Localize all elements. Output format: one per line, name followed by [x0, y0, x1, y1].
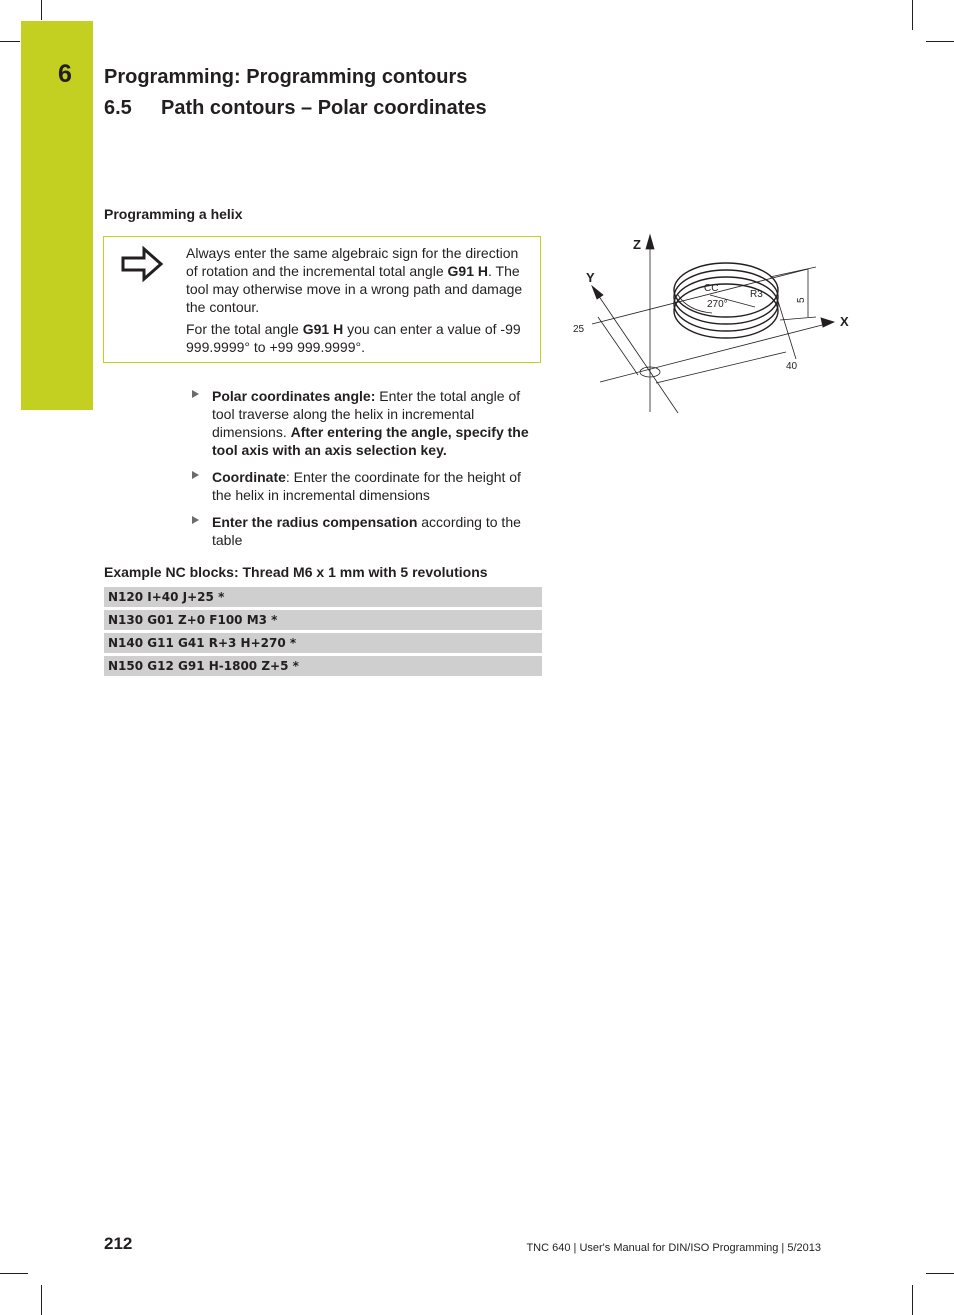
dimension-label-40: 40: [786, 361, 798, 372]
y-axis-arrowhead: [592, 286, 603, 299]
x-axis-label: X: [840, 314, 849, 329]
chapter-tab: [21, 21, 93, 410]
note-paragraph: [186, 320, 531, 356]
r3-label: R3: [750, 289, 763, 300]
step-text: : Enter the coordinate for the height of the helix in incremental dimensions: [212, 469, 521, 503]
dimension-extension: [778, 301, 796, 359]
nc-block-row: N140 G11 G41 R+3 H+270 *: [104, 633, 542, 653]
crop-mark: [0, 41, 20, 42]
arrow-right-icon: [120, 245, 164, 285]
step-keyword: Polar coordinates angle:: [212, 388, 376, 404]
note-paragraph: [186, 244, 531, 316]
note-text-span: Always enter the same algebraic sign for the direction of rotation and the incremental total angle: [186, 245, 519, 279]
step-keyword: Enter the radius compensation: [212, 514, 418, 530]
nc-block-row: N130 G01 Z+0 F100 M3 *: [104, 610, 542, 630]
crop-mark: [41, 0, 42, 20]
chapter-title: Programming: Programming contours: [104, 66, 468, 88]
crop-mark: [926, 41, 954, 42]
crop-mark: [926, 1273, 954, 1274]
footer-text: TNC 640 | User's Manual for DIN/ISO Programming | 5/2013: [526, 1242, 821, 1254]
nc-block-row: N150 G12 G91 H-1800 Z+5 *: [104, 656, 542, 676]
note-text-span: you can enter a value of -99 999.9999° to +99 999.9999°.: [186, 321, 521, 355]
step-item: [192, 513, 542, 549]
x-axis-line: [600, 323, 830, 382]
x-axis-arrowhead: [821, 318, 834, 327]
note-box: [103, 236, 541, 363]
dimension-label-25: 25: [573, 324, 585, 335]
note-text: [186, 244, 531, 360]
step-keyword: Coordinate: [212, 469, 286, 485]
step-item: [192, 468, 542, 504]
crop-mark: [912, 0, 913, 30]
page-number: 212: [104, 1234, 133, 1253]
step-emphasis: After entering the angle, specify the tool axis with an axis selection key.: [212, 424, 529, 458]
nc-block-table: [104, 587, 542, 679]
nc-block-row: N120 I+40 J+25 *: [104, 587, 542, 607]
z-axis-arrowhead: [646, 235, 654, 249]
dimension-line-25: [598, 317, 638, 375]
triangle-bullet-icon: [192, 390, 199, 398]
y-axis-line: [594, 289, 678, 413]
triangle-bullet-icon: [192, 516, 199, 524]
chapter-number: 6: [58, 60, 72, 88]
note-text-span: For the total angle: [186, 321, 303, 337]
y-axis-label: Y: [586, 270, 595, 285]
dimension-label-5: 5: [796, 297, 807, 303]
triangle-bullet-icon: [192, 471, 199, 479]
step-text: according to the table: [212, 514, 521, 548]
helix-figure: [560, 225, 860, 425]
note-code: G91 H: [447, 263, 488, 279]
crop-mark: [41, 1285, 42, 1315]
note-code: G91 H: [302, 321, 344, 337]
cc-label: CC: [704, 283, 719, 294]
subheading: Programming a helix: [104, 206, 243, 222]
step-text: Enter the total angle of tool traverse along the helix in incremental dimensions.: [212, 388, 521, 440]
dimension-extension: [770, 267, 816, 277]
section-number: 6.5: [104, 97, 132, 119]
section-title-text: Path contours – Polar coordinates: [161, 97, 487, 119]
section-title: [104, 97, 487, 120]
dimension-line-40: [656, 352, 786, 383]
angle-label: 270°: [707, 299, 728, 310]
dimension-extension: [780, 317, 816, 320]
note-text-span: . The tool may otherwise move in a wrong path and damage the contour.: [186, 263, 523, 315]
z-axis-label: Z: [633, 237, 641, 252]
example-heading: Example NC blocks: Thread M6 x 1 mm with 5 revolutions: [104, 564, 488, 580]
crop-mark: [0, 1273, 28, 1274]
crop-mark: [912, 1285, 913, 1315]
step-list: [192, 387, 542, 558]
step-item: [192, 387, 542, 459]
